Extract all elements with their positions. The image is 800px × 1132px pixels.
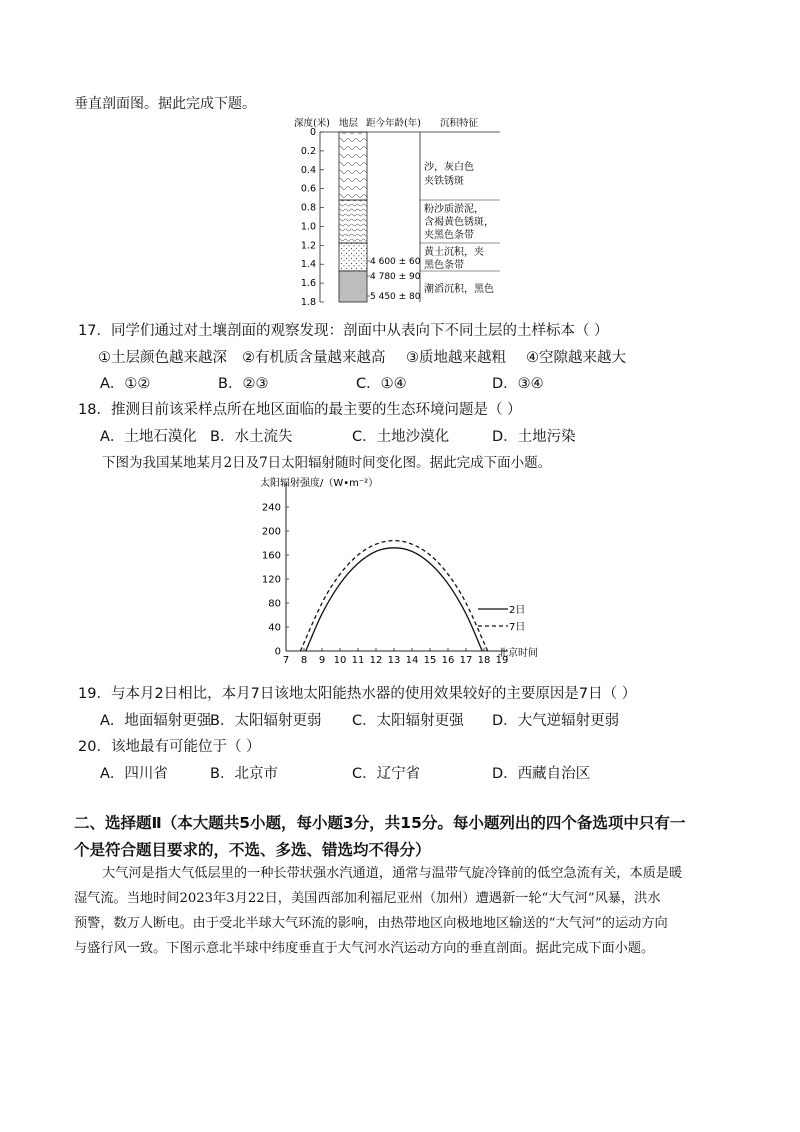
option-b[interactable]: B．太阳辐射更弱	[210, 713, 322, 729]
header-age: 距今年龄(年)	[366, 118, 421, 129]
x-tick-label: 9	[318, 655, 326, 666]
q19-options	[100, 709, 619, 730]
feature-text: 粉沙质淤泥，	[424, 204, 484, 215]
option-a[interactable]: A．四川省	[100, 766, 168, 782]
option-d[interactable]: D．③④	[492, 376, 544, 392]
solar-radiation-chart	[250, 470, 560, 670]
x-tick-label: 17	[459, 655, 473, 666]
x-tick-label: 13	[387, 655, 401, 666]
age-label: 4 780 ± 90	[370, 272, 421, 282]
x-tick-label: 12	[369, 655, 383, 666]
q17-statements	[98, 346, 626, 367]
age-label: 5 450 ± 80	[370, 292, 421, 302]
depth-ticks	[301, 127, 324, 308]
q17-statement: ②有机质含量越来越高	[242, 350, 386, 366]
age-label: 4 600 ± 60	[370, 257, 421, 267]
depth-tick-label: 0	[309, 127, 316, 138]
intro-line: 垂直剖面图。据此完成下题。	[74, 96, 256, 112]
depth-tick-label: 0.2	[300, 145, 316, 157]
depth-tick-label: 1.4	[300, 259, 316, 271]
q17-statement: ③质地越来越粗	[406, 350, 506, 366]
section2-heading-line1: 二、选择题Ⅱ（本大题共5小题，每小题3分，共15分。每小题列出的四个备选项中只有一	[74, 814, 686, 832]
option-a[interactable]: A．地面辐射更强	[100, 713, 212, 729]
q20-stem: 20．该地最有可能位于（ ）	[78, 739, 261, 755]
y-tick-label: 120	[261, 574, 281, 586]
feature-text: 夹铁锈斑	[424, 176, 464, 187]
option-c[interactable]: C．太阳辐射更强	[352, 713, 464, 729]
q20-options	[100, 762, 590, 783]
option-d[interactable]: D．大气逆辐射更弱	[492, 713, 620, 729]
para-line: 预警，数万人断电。由于受北半球大气环流的影响，由热带地区向极地地区输送的“大气河”的运动方向	[74, 916, 668, 931]
feature-text: 黑色条带	[424, 260, 464, 271]
y-tick-label: 240	[261, 502, 281, 514]
option-a[interactable]: A．①②	[100, 376, 151, 392]
x-tick-label: 14	[405, 655, 419, 666]
para-line: 大气河是指大气低层里的一种长带状强水汽通道，通常与温带气旋冷锋前的低空急流有关，本质是暖	[102, 866, 683, 881]
para-line: 湿气流。当地时间2023年3月22日，美国西部加利福尼亚州（加州）遭遇新一轮“大气河”风暴，洪水	[74, 891, 661, 906]
layer-sand	[339, 132, 367, 200]
x-tick-label: 18	[477, 655, 491, 666]
legend-label: 2日	[509, 605, 526, 616]
y-tick-label: 160	[261, 550, 281, 562]
y-tick-label: 80	[268, 598, 281, 610]
chart-legend	[478, 604, 525, 633]
q17-statement: ①土层颜色越来越深	[98, 350, 227, 366]
q17-options	[100, 372, 544, 393]
q18-options	[100, 425, 576, 446]
option-b[interactable]: B．水土流失	[210, 429, 293, 445]
chart-xlabel: 北京时间	[498, 648, 538, 659]
section2-paragraph	[74, 861, 754, 961]
option-c[interactable]: C．辽宁省	[352, 766, 421, 782]
q17-stem: 17．同学们通过对土壤剖面的观察发现：剖面中从表向下不同土层的土样标本（ ）	[78, 323, 609, 339]
depth-tick-label: 0.8	[300, 202, 316, 214]
legend-label: 7日	[509, 622, 526, 633]
x-tick-label: 16	[441, 655, 455, 666]
option-a[interactable]: A．土地石漠化	[100, 429, 197, 445]
depth-tick-label: 1.0	[300, 221, 316, 233]
para-line: 与盛行风一致。下图示意北半球中纬度垂直于大气河水汽运动方向的垂直剖面。据此完成下面小题。	[74, 941, 655, 956]
feature-text: 含褐黄色锈斑，	[424, 217, 494, 228]
chart-intro: 下图为我国某地某月2日及7日太阳辐射随时间变化图。据此完成下面小题。	[102, 455, 552, 471]
depth-tick-label: 0.6	[300, 183, 316, 195]
feature-text: 潮滔沉积，黑色	[424, 284, 494, 295]
feature-text: 沙，灰白色	[424, 162, 474, 173]
x-tick-label: 19	[495, 655, 509, 666]
q19-stem: 19．与本月2日相比，本月7日该地太阳能热水器的使用效果较好的主要原因是7日（ ）	[78, 686, 637, 702]
x-tick-label: 8	[300, 655, 308, 666]
depth-tick-label: 0.4	[300, 164, 316, 176]
option-b[interactable]: B．②③	[218, 376, 269, 392]
x-tick-label: 11	[351, 655, 365, 666]
depth-tick-label: 1.8	[300, 297, 316, 308]
option-b[interactable]: B．北京市	[210, 766, 278, 782]
depth-tick-label: 1.6	[300, 278, 316, 290]
q17-statement: ④空隙越来越大	[526, 350, 626, 366]
feature-text: 夹黑色条带	[424, 230, 474, 241]
soil-profile-figure	[290, 112, 510, 312]
x-tick-label: 7	[282, 655, 290, 666]
option-c[interactable]: C．土地沙漠化	[352, 429, 450, 445]
layer-peat	[339, 271, 367, 302]
depth-tick-label: 1.2	[300, 240, 316, 252]
option-d[interactable]: D．西藏自治区	[492, 766, 591, 782]
header-depth: 深度(米)	[294, 118, 330, 129]
x-tick-label: 15	[423, 655, 437, 666]
y-tick-label: 40	[268, 622, 281, 634]
option-c[interactable]: C．①④	[356, 376, 407, 392]
feature-text: 黄土沉积，夹	[424, 247, 484, 258]
x-tick-label: 10	[333, 655, 347, 666]
q18-stem: 18．推测目前该采样点所在地区面临的最主要的生态环境问题是（ ）	[78, 402, 522, 418]
header-layer: 地层	[339, 118, 359, 129]
y-tick-label: 200	[261, 526, 281, 538]
header-feature: 沉积特征	[440, 118, 479, 129]
layer-silt	[339, 200, 367, 243]
series-line-2	[300, 541, 487, 651]
chart-ylabel: 太阳辐射强度/（W•m⁻²）	[260, 478, 379, 489]
layer-loess	[339, 243, 367, 271]
y-tick-label: 0	[274, 646, 281, 658]
option-d[interactable]: D．土地污染	[492, 429, 576, 445]
section2-heading-line2: 个是符合题目要求的，不选、多选、错选均不得分）	[74, 841, 431, 859]
series-line-1	[306, 548, 482, 651]
